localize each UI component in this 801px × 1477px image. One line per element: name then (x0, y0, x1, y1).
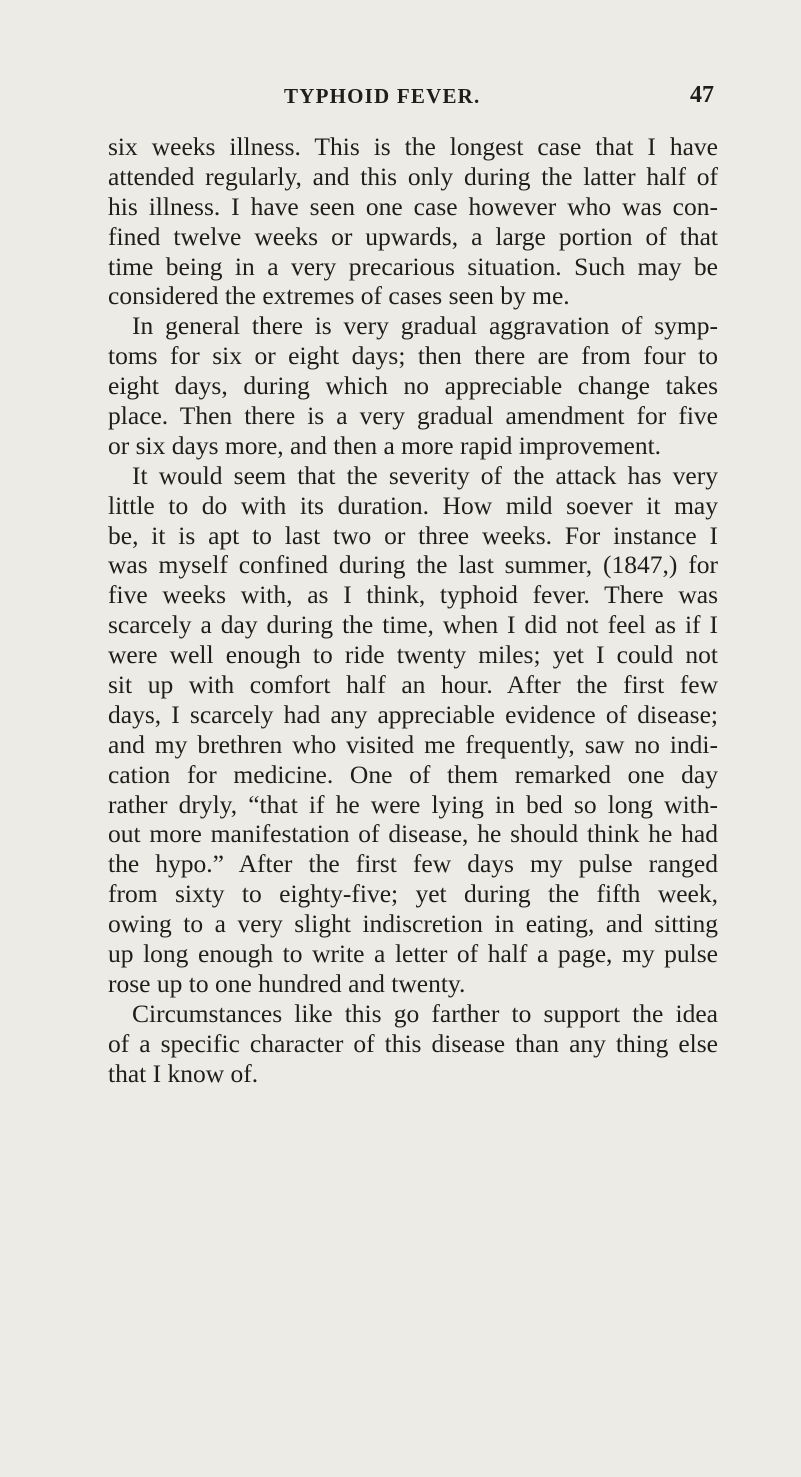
text-line: owing to a very slight indiscretion in eating, and sitting (108, 909, 718, 939)
text-line: was myself confined during the last summer, (1847,) for (108, 550, 718, 580)
text-line: days, I scarcely had any appreciable evidence of disease; (108, 699, 718, 729)
text-line: be, it is apt to last two or three weeks. For instance I (108, 520, 718, 550)
text-line: his illness. I have seen one case however who was con- (108, 191, 718, 221)
text-line: eight days, during which no appreciable change takes (108, 371, 718, 401)
text-line: time being in a very precarious situation. Such may be (108, 251, 718, 281)
text-line: rose up to one hundred and twenty. (108, 968, 466, 998)
text-line: place. Then there is a very gradual amendment for five (108, 401, 718, 431)
text-line: rather dryly, “that if he were lying in bed so long with- (108, 789, 718, 819)
text-line: or six days more, and then a more rapid improvement. (108, 430, 662, 460)
text-line: from sixty to eighty-five; yet during the fifth week, (108, 879, 718, 909)
text-line: and my brethren who visited me frequently, saw no indi- (108, 729, 718, 759)
running-head (108, 84, 714, 114)
text-line: fined twelve weeks or upwards, a large portion of that (108, 221, 718, 251)
paragraph (108, 311, 718, 460)
text-line: toms for six or eight days; then there are from four to (108, 341, 718, 371)
paragraph (108, 132, 718, 311)
text-line: sit up with comfort half an hour. After the first few (108, 670, 718, 700)
body-text (108, 132, 718, 1089)
text-line: out more manifestation of disease, he should think he had (108, 819, 718, 849)
paragraph (108, 461, 718, 999)
text-line: the hypo.” After the first few days my pulse ranged (108, 849, 718, 879)
page-number: 47 (690, 82, 714, 108)
text-line: were well enough to ride twenty miles; yet I could not (108, 640, 718, 670)
running-title: TYPHOID FEVER. (284, 84, 481, 108)
text-line: attended regularly, and this only during the latter half of (108, 161, 718, 191)
text-line: In general there is very gradual aggravation of symp- (132, 311, 718, 341)
text-line: Circumstances like this go farther to support the idea (132, 998, 718, 1028)
text-line: up long enough to write a letter of half a page, my pulse (108, 939, 718, 969)
text-line: that I know of. (108, 1058, 259, 1088)
text-line: five weeks with, as I think, typhoid fever. There was (108, 580, 718, 610)
text-line: considered the extremes of cases seen by me. (108, 281, 570, 311)
paragraph (108, 999, 718, 1089)
text-line: of a specific character of this disease than any thing else (108, 1028, 718, 1058)
text-line: six weeks illness. This is the longest case that I have (108, 132, 718, 161)
text-line: scarcely a day during the time, when I did not feel as if I (108, 610, 718, 640)
text-line: cation for medicine. One of them remarked one day (108, 759, 718, 789)
text-line: little to do with its duration. How mild soever it may (108, 490, 718, 520)
text-line: It would seem that the severity of the attack has very (132, 460, 718, 490)
